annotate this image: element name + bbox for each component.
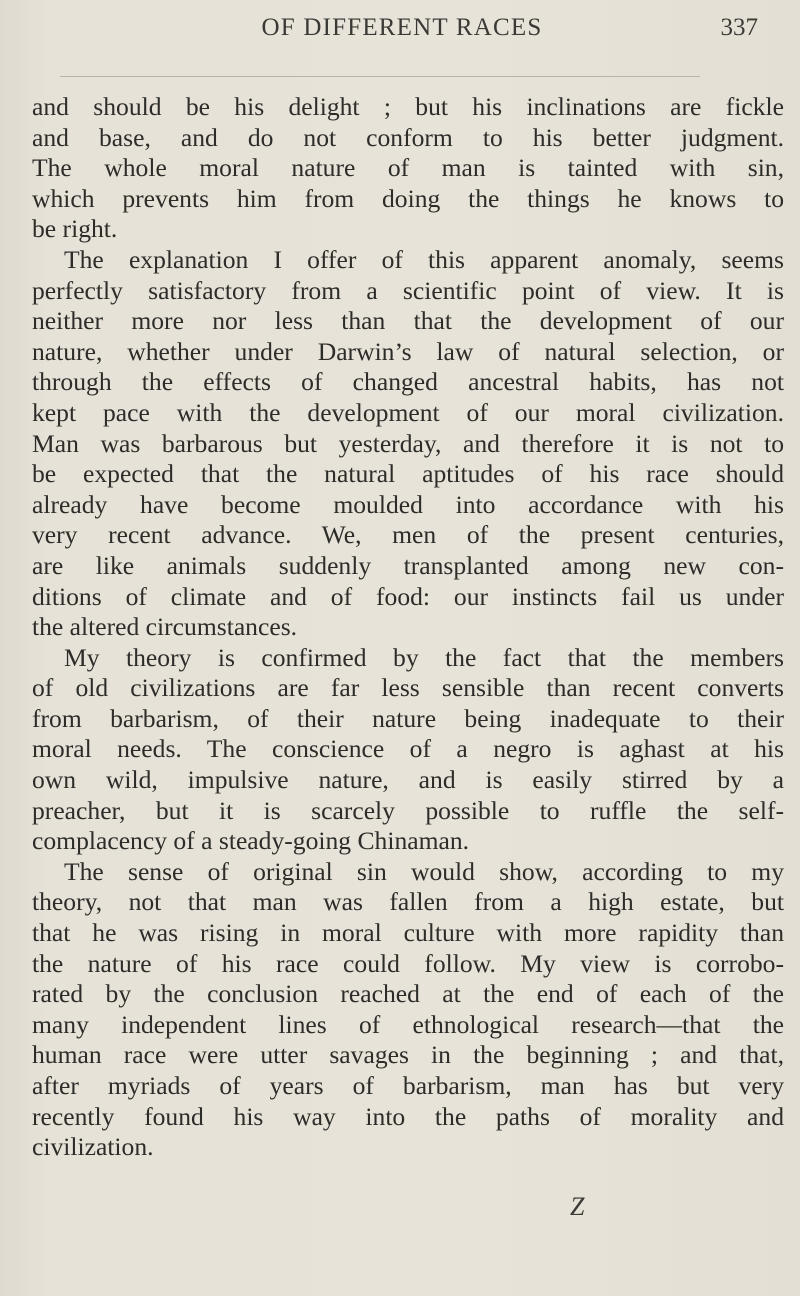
text-line: nature, whether under Darwin’s law of natural selection, or: [32, 336, 784, 366]
text-line: theory, not that man was fallen from a high estate, but: [32, 887, 784, 917]
paragraph: [32, 643, 784, 857]
page-header: [32, 10, 772, 58]
running-head: OF DIFFERENT RACES: [261, 14, 543, 41]
text-line: are like animals suddenly transplanted among new con-: [32, 550, 784, 580]
text-line: that he was rising in moral culture with more rapidity than: [32, 918, 784, 948]
text-line: be expected that the natural aptitudes of his race should: [32, 459, 784, 489]
text-line: very recent advance. We, men of the present centuries,: [32, 520, 784, 550]
text-line: the altered circumstances.: [32, 612, 298, 642]
text-line: My theory is confirmed by the fact that the members: [64, 642, 784, 672]
text-line: already have become moulded into accordance with his: [32, 489, 784, 519]
text-line: neither more nor less than that the development of our: [32, 306, 784, 336]
text-line: many independent lines of ethnological research—that the: [32, 1009, 784, 1039]
text-line: The sense of original sin would show, according to my: [64, 856, 784, 886]
text-line: through the effects of changed ancestral habits, has not: [32, 367, 784, 397]
text-line: of old civilizations are far less sensible than recent converts: [32, 673, 784, 703]
paragraph: [32, 92, 784, 245]
text-line: The explanation I offer of this apparent anomaly, seems: [64, 244, 784, 274]
text-line: ditions of climate and of food: our instincts fail us under: [32, 581, 784, 611]
text-line: complacency of a steady-going Chinaman.: [32, 826, 470, 856]
page-number: 337: [720, 14, 758, 41]
text-line: after myriads of years of barbarism, man has but very: [32, 1071, 784, 1100]
text-line: be right.: [32, 214, 118, 244]
text-line: and base, and do not conform to his better judgment.: [32, 122, 784, 152]
text-line: preacher, but it is scarcely possible to ruffle the self-: [32, 795, 784, 825]
text-line: recently found his way into the paths of morality and: [32, 1101, 784, 1131]
paragraph: [32, 245, 784, 643]
text-line: Man was barbarous but yesterday, and therefore it is not to: [32, 428, 784, 458]
text-line: which prevents him from doing the things he knows to: [32, 183, 784, 213]
text-line: and should be his delight ; but his inclinations are fickle: [32, 92, 784, 121]
text-line: civilization.: [32, 1132, 154, 1162]
text-line: rated by the conclusion reached at the end of each of the: [32, 979, 784, 1009]
text-line: the nature of his race could follow. My view is corrobo-: [32, 948, 784, 978]
text-line: The whole moral nature of man is tainted with sin,: [32, 153, 784, 183]
paragraph: [32, 857, 784, 1163]
text-line: kept pace with the development of our moral civilization.: [32, 397, 784, 427]
body-text: [32, 92, 784, 1163]
text-line: moral needs. The conscience of a negro is aghast at his: [32, 734, 784, 764]
text-line: human race were utter savages in the beginning ; and that,: [32, 1040, 784, 1070]
header-rule: [60, 76, 700, 77]
text-line: own wild, impulsive nature, and is easily stirred by a: [32, 765, 784, 795]
text-line: from barbarism, of their nature being inadequate to their: [32, 703, 784, 733]
printer-signature-mark: Z: [570, 1192, 585, 1221]
text-line: perfectly satisfactory from a scientific point of view. It is: [32, 275, 784, 305]
